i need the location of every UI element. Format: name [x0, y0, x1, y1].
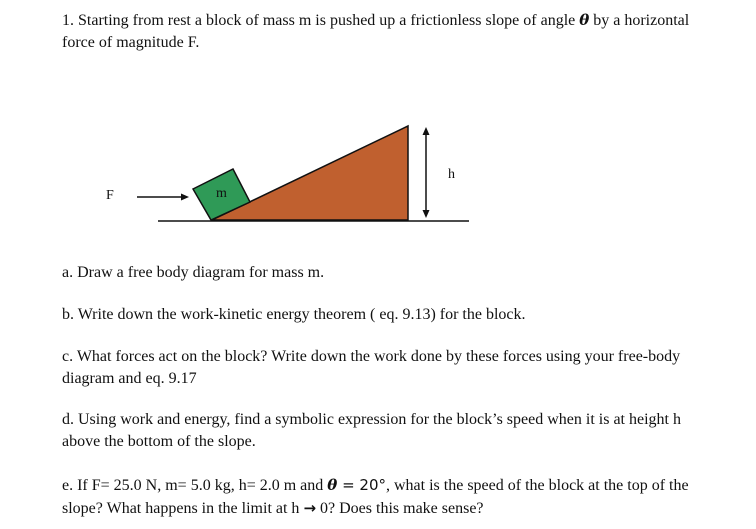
force-label: F	[106, 188, 114, 203]
question-e-angle: = 20°	[337, 476, 386, 494]
height-label: h	[448, 167, 455, 182]
problem-text-2: by a horizontal force of magnitude F.	[62, 12, 690, 51]
problem-text-1: 1. Starting from rest a block of mass m is pushed up a frictionless slope of angle	[62, 12, 580, 29]
force-arrow-head	[181, 194, 189, 201]
question-e-text-3: 0? Does this make sense?	[316, 500, 484, 517]
question-d: d. Using work and energy, find a symbolic expression for the block’s speed when it is at height h above the bottom of the slope.	[62, 411, 681, 450]
question-b: b. Write down the work-kinetic energy theorem ( eq. 9.13) for the block.	[62, 306, 526, 323]
question-c: c. What forces act on the block? Write down the work done by these forces using your free-body diagram and eq. 9.17	[62, 348, 681, 387]
question-a: a. Draw a free body diagram for mass m.	[62, 264, 325, 281]
height-arrow-head-top	[423, 127, 430, 135]
mass-label: m	[216, 186, 227, 201]
question-e-theta: θ	[327, 476, 338, 494]
height-arrow-head-bottom	[423, 210, 430, 218]
question-e-text-2: , what is the speed of the block at the top of the slope? What happens in the limit at h	[62, 477, 689, 517]
limit-arrow-icon: →	[303, 499, 317, 517]
question-e	[62, 474, 722, 520]
question-e-text-1: e. If F= 25.0 N, m= 5.0 kg, h= 2.0 m and	[62, 477, 328, 494]
theta-symbol: θ	[579, 11, 590, 29]
